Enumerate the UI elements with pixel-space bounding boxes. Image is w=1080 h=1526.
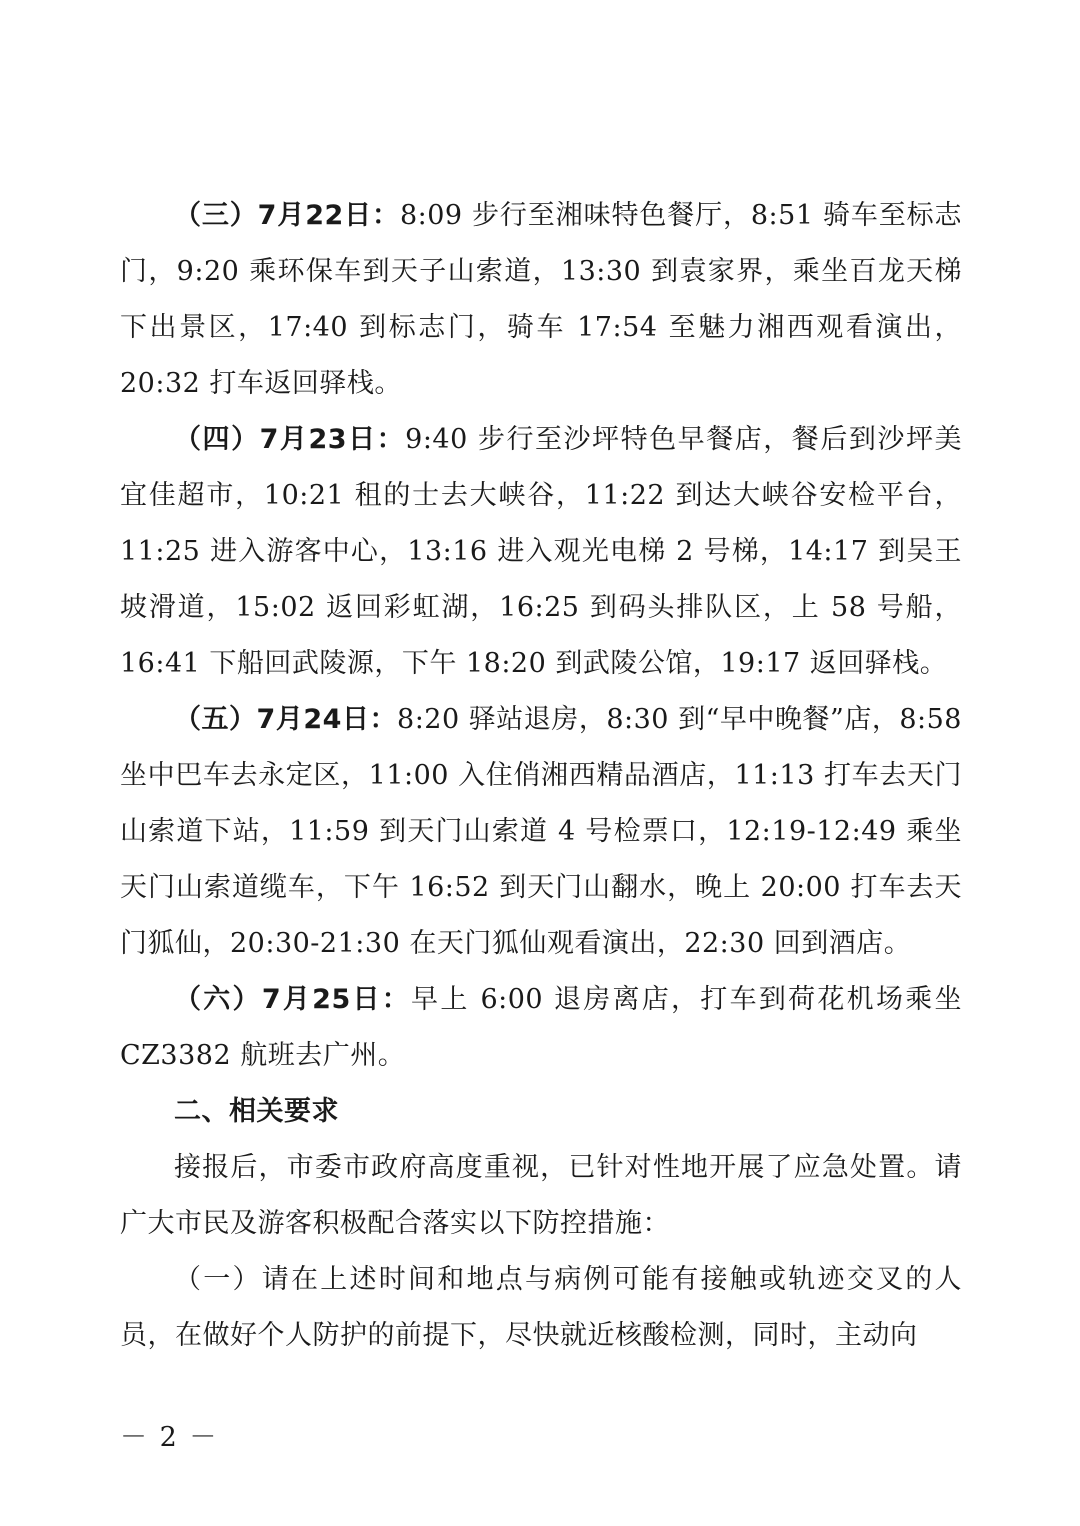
- itinerary-text: 9:40 步行至沙坪特色早餐店，餐后到沙坪美宜佳超市，10:21 租的士去大峡谷，11:22 到达大峡谷安检平台，11:25 进入游客中心，13:16 进入观光电梯 2 号梯，14:17 到吴王坡滑道，15:02 返回彩虹湖，16:25 到码头排队区，上 58 号船，16:41 下船回武陵源，下午 18:20 到武陵公馆，19:17 返回驿栈。: [120, 424, 962, 679]
- itinerary-paragraph-day-25: [120, 972, 962, 1084]
- itinerary-text: 8:20 驿站退房，8:30 到“早中晚餐”店，8:58 坐中巴车去永定区，11:00 入住俏湘西精品酒店，11:13 打车去天门山索道下站，11:59 到天门山索道 4 号检票口，12:19-12:49 乘坐天门山索道缆车，下午 16:52 到天门山翻水，晚上 20:00 打车去天门狐仙，20:30-21:30 在天门狐仙观看演出，22:30 回到酒店。: [120, 704, 962, 959]
- itinerary-paragraph-day-22: [120, 188, 962, 412]
- requirements-intro-paragraph: 接报后，市委市政府高度重视，已针对性地开展了应急处置。请广大市民及游客积极配合落实以下防控措施：: [120, 1152, 962, 1239]
- page-number: － 2 －: [120, 1422, 219, 1453]
- itinerary-text: 早上 6:00 退房离店，打车到荷花机场乘坐 CZ3382 航班去广州。: [120, 984, 962, 1071]
- itinerary-date-lead: （四）7月23日：: [174, 424, 406, 455]
- itinerary-paragraph-day-24: [120, 692, 962, 972]
- itinerary-date-lead: （五）7月24日：: [174, 704, 398, 735]
- section-heading: 二、相关要求: [174, 1096, 339, 1127]
- document-body: [120, 188, 962, 1364]
- itinerary-date-lead: （三）7月22日：: [174, 200, 400, 231]
- itinerary-paragraph-day-23: [120, 412, 962, 692]
- itinerary-text: 8:09 步行至湘味特色餐厅，8:51 骑车至标志门，9:20 乘环保车到天子山索道，13:30 到袁家界，乘坐百龙天梯下出景区，17:40 到标志门，骑车 17:54 至魅力湘西观看演出，20:32 打车返回驿栈。: [120, 200, 962, 399]
- itinerary-date-lead: （六）7月25日：: [174, 984, 412, 1015]
- requirements-item-1-paragraph: （一）请在上述时间和地点与病例可能有接触或轨迹交叉的人员，在做好个人防护的前提下，尽快就近核酸检测，同时，主动向: [120, 1264, 962, 1351]
